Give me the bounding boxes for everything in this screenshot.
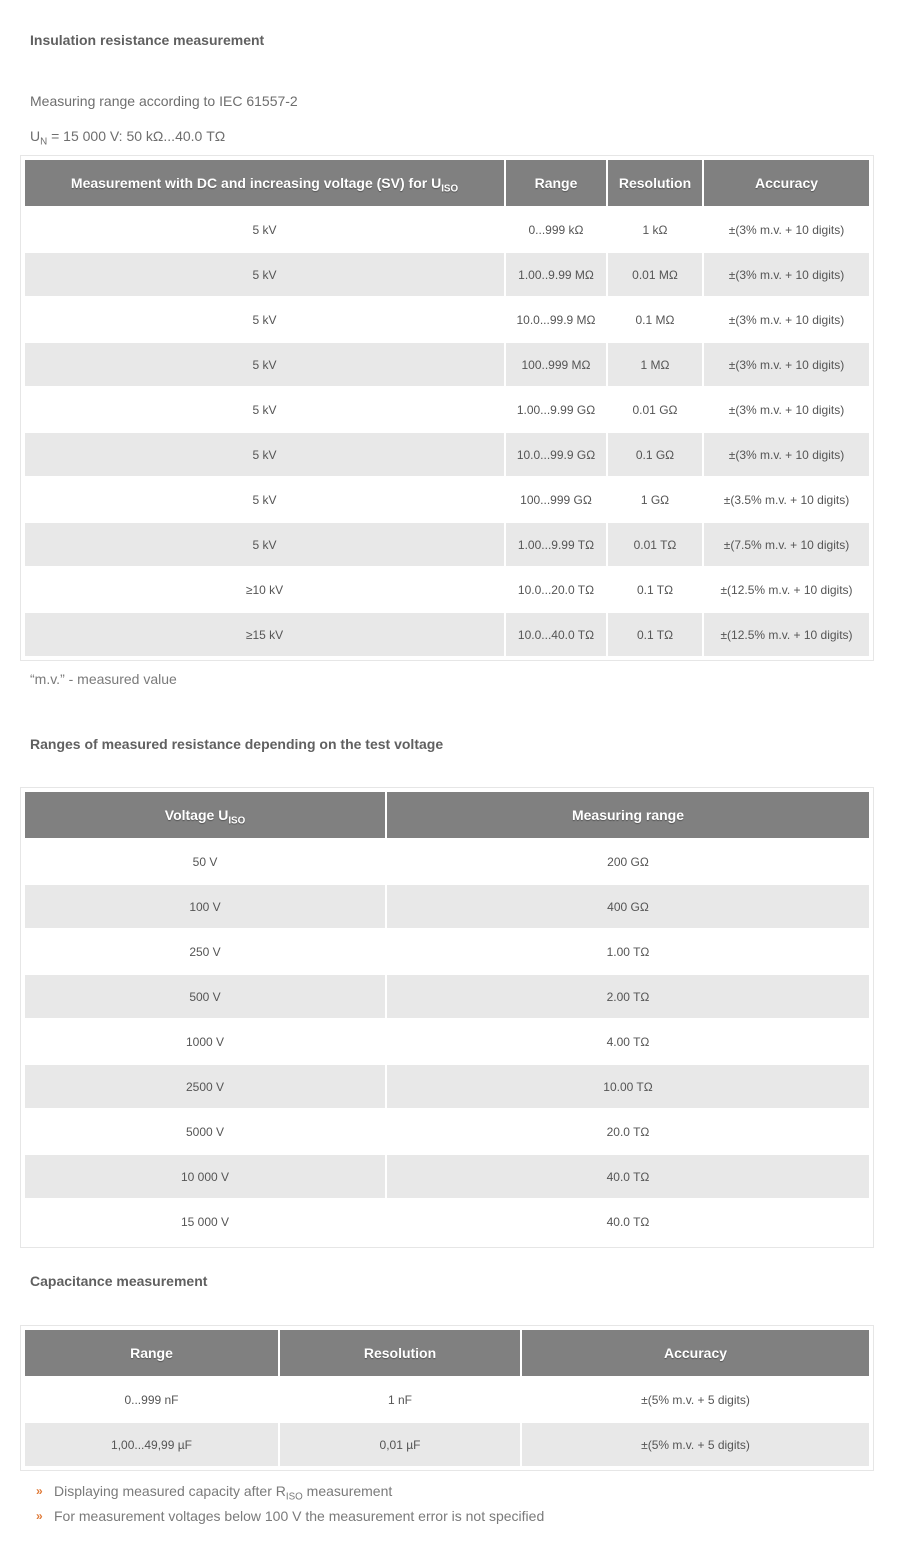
table-header-row — [25, 160, 869, 206]
table-cell: 0.1 MΩ — [635, 312, 675, 327]
table-cell: 2.00 TΩ — [387, 975, 869, 1018]
header-measuring-range: Measuring range — [387, 792, 869, 838]
note-text — [54, 1508, 544, 1524]
table-cell: 0.01 GΩ — [632, 402, 678, 417]
table-cell: 2500 V — [25, 1065, 385, 1108]
table-cell: ±(12.5% m.v. + 10 digits) — [704, 613, 869, 656]
header-voltage-text: Voltage U — [164, 807, 229, 823]
table-cell: ±(3% m.v. + 10 digits) — [728, 222, 845, 237]
table-cell: 100 V — [25, 885, 385, 928]
header-range: Range — [506, 160, 606, 206]
table-cell: 4.00 TΩ — [606, 1034, 650, 1049]
table-cell: ±(5% m.v. + 5 digits) — [641, 1392, 750, 1407]
table-row — [25, 1378, 869, 1421]
table-cell: 40.0 TΩ — [387, 1155, 869, 1198]
header-measurement — [25, 160, 504, 206]
table-row — [25, 298, 869, 341]
table-cell: 1.00 TΩ — [606, 944, 650, 959]
table-cell: 15 000 V — [180, 1214, 230, 1229]
table-row — [25, 1110, 869, 1153]
table-row — [25, 343, 869, 386]
insulation-table — [20, 155, 874, 661]
note-text — [54, 1482, 393, 1502]
table-row — [25, 1423, 869, 1466]
table-cell: 1.00...9.99 GΩ — [516, 402, 596, 417]
table-cell: 1000 V — [185, 1034, 225, 1049]
note-text-main: Displaying measured capacity after R — [54, 1482, 286, 1499]
table-cell: 250 V — [189, 944, 221, 959]
insulation-intro: Measuring range according to IEC 61557-2 — [30, 93, 298, 109]
ranges-table — [20, 787, 874, 1248]
table-cell: 0.01 MΩ — [608, 253, 702, 296]
table-cell: 5 kV — [25, 343, 504, 386]
insulation-heading: Insulation resistance measurement — [30, 32, 265, 48]
capacitance-notes — [36, 1478, 544, 1528]
footnote: “m.v.” - measured value — [30, 671, 177, 687]
un-symbol: U — [30, 128, 41, 144]
table-cell: 1.00...9.99 TΩ — [506, 523, 606, 566]
table-row — [25, 1155, 869, 1198]
header-accuracy: Accuracy — [522, 1330, 869, 1376]
table-cell: 500 V — [25, 975, 385, 1018]
nominal-voltage-line — [30, 128, 226, 148]
capacitance-heading: Capacitance measurement — [30, 1273, 208, 1289]
table-row — [25, 523, 869, 566]
table-cell: 200 GΩ — [607, 854, 649, 869]
table-cell: 1.00..9.99 MΩ — [506, 253, 606, 296]
table-cell: 0.1 GΩ — [608, 433, 702, 476]
table-cell: ±(7.5% m.v. + 10 digits) — [704, 523, 869, 566]
table-cell: 0,01 µF — [280, 1423, 520, 1466]
table-header-row — [25, 1330, 869, 1376]
note-subscript: ISO — [285, 1490, 303, 1502]
table-row — [25, 568, 869, 611]
header-voltage-sub: ISO — [228, 815, 246, 827]
table-header-row — [25, 792, 869, 838]
table-cell: ±(3% m.v. + 10 digits) — [728, 312, 845, 327]
table-cell: 5 kV — [25, 433, 504, 476]
table-row — [25, 613, 869, 656]
table-cell: 0.01 TΩ — [608, 523, 702, 566]
table-cell: ±(3% m.v. + 10 digits) — [728, 402, 845, 417]
table-row — [25, 1065, 869, 1108]
ranges-heading: Ranges of measured resistance depending on the test voltage — [30, 736, 444, 752]
un-subscript: N — [40, 136, 48, 148]
table-cell: 0.1 TΩ — [636, 582, 674, 597]
table-cell: 10.0...20.0 TΩ — [517, 582, 595, 597]
table-row — [25, 388, 869, 431]
table-row — [25, 885, 869, 928]
table-row — [25, 975, 869, 1018]
table-row — [25, 433, 869, 476]
table-cell: 20.0 TΩ — [606, 1124, 650, 1139]
table-cell: ±(3% m.v. + 10 digits) — [704, 343, 869, 386]
table-cell: 5 kV — [25, 253, 504, 296]
table-cell: 5 kV — [25, 523, 504, 566]
header-range: Range — [25, 1330, 278, 1376]
header-measurement-sub: ISO — [441, 183, 459, 195]
table-cell: 100..999 MΩ — [506, 343, 606, 386]
note-text-suffix: measurement — [302, 1482, 393, 1499]
table-cell: ≥10 kV — [245, 582, 284, 597]
table-row — [25, 930, 869, 973]
table-cell: 1 GΩ — [640, 492, 670, 507]
table-cell: 5 kV — [252, 492, 277, 507]
header-accuracy: Accuracy — [704, 160, 869, 206]
header-resolution: Resolution — [280, 1330, 520, 1376]
table-cell: 0...999 nF — [124, 1392, 179, 1407]
table-cell: 100...999 GΩ — [520, 492, 592, 507]
table-cell: 1 nF — [387, 1392, 412, 1407]
table-cell: ±(3% m.v. + 10 digits) — [704, 433, 869, 476]
table-cell: 1,00...49,99 µF — [25, 1423, 278, 1466]
table-cell: ±(5% m.v. + 5 digits) — [522, 1423, 869, 1466]
table-cell: 10 000 V — [25, 1155, 385, 1198]
table-cell: 0...999 kΩ — [528, 222, 584, 237]
note-text-main: For measurement voltages below 100 V the measurement error is not specified — [54, 1507, 545, 1524]
note-item — [36, 1478, 544, 1503]
table-cell: 0.1 TΩ — [608, 613, 702, 656]
table-cell: 50 V — [192, 854, 218, 869]
note-item — [36, 1503, 544, 1528]
table-cell: ≥15 kV — [25, 613, 504, 656]
table-cell: 1 MΩ — [608, 343, 702, 386]
header-measurement-text: Measurement with DC and increasing voltage (SV) for U — [70, 175, 442, 191]
table-cell: 10.0...40.0 TΩ — [506, 613, 606, 656]
table-cell: 1 kΩ — [642, 222, 668, 237]
table-row — [25, 840, 869, 883]
table-row — [25, 478, 869, 521]
table-row — [25, 1020, 869, 1063]
un-value: = 15 000 V: 50 kΩ...40.0 TΩ — [47, 128, 226, 144]
table-row — [25, 208, 869, 251]
chevron-bullet-icon: » — [36, 1483, 43, 1498]
table-cell: 5000 V — [185, 1124, 225, 1139]
table-cell: 10.0...99.9 GΩ — [506, 433, 606, 476]
chevron-bullet-icon: » — [36, 1508, 43, 1523]
table-cell: ±(3% m.v. + 10 digits) — [704, 253, 869, 296]
table-cell: 5 kV — [252, 402, 277, 417]
table-cell: 5 kV — [252, 222, 277, 237]
table-cell: ±(12.5% m.v. + 10 digits) — [720, 582, 853, 597]
header-voltage — [25, 792, 385, 838]
header-resolution: Resolution — [608, 160, 702, 206]
capacitance-table — [20, 1325, 874, 1471]
table-cell: ±(3.5% m.v. + 10 digits) — [723, 492, 850, 507]
table-cell: 5 kV — [252, 312, 277, 327]
table-cell: 400 GΩ — [387, 885, 869, 928]
table-row — [25, 1200, 869, 1243]
table-row — [25, 253, 869, 296]
table-cell: 10.00 TΩ — [387, 1065, 869, 1108]
table-cell: 10.0...99.9 MΩ — [516, 312, 596, 327]
table-cell: 40.0 TΩ — [606, 1214, 650, 1229]
